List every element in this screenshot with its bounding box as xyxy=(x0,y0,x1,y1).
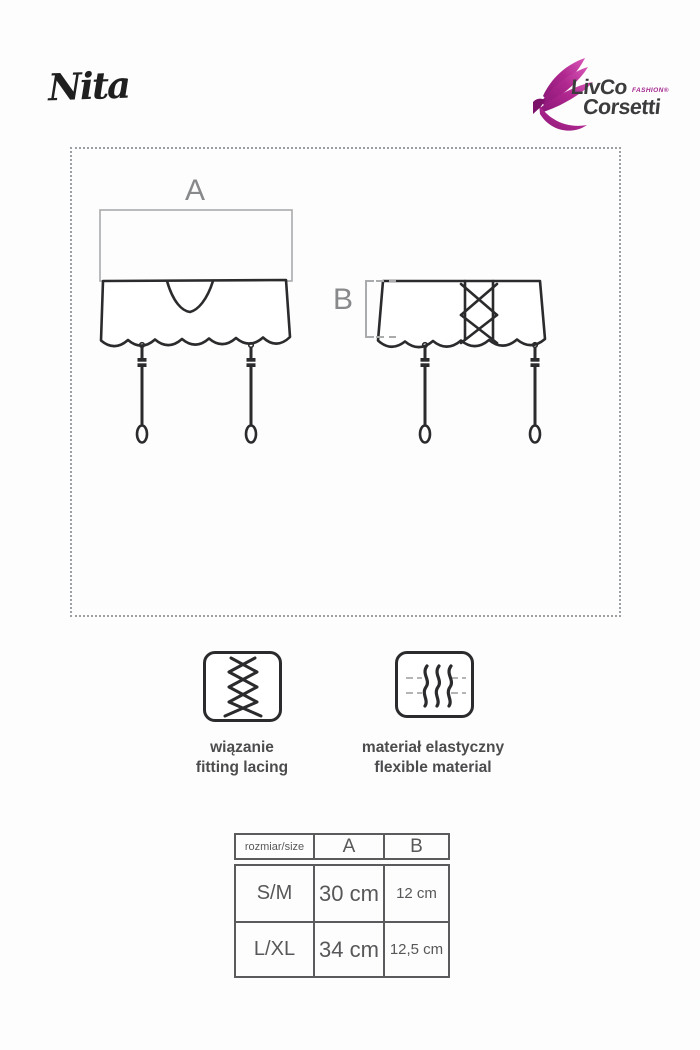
table-row-lxl-size: L/XL xyxy=(236,921,313,976)
flexible-caption xyxy=(348,738,518,778)
flexible-caption-en: flexible material xyxy=(374,759,492,776)
brand-name-livco: LivCo xyxy=(569,76,629,99)
product-name: Nita xyxy=(47,62,130,110)
brand-name-corsetti: Corsetti xyxy=(581,95,662,119)
lacing-caption xyxy=(162,738,322,778)
table-row-sm-b: 12 cm xyxy=(383,866,448,921)
garter-strap xyxy=(529,343,541,443)
garter-strap xyxy=(136,343,148,443)
dimension-a-box xyxy=(100,210,292,281)
dimension-a-label: A xyxy=(185,174,206,207)
dimension-b-label: B xyxy=(333,283,354,316)
size-table-body xyxy=(234,864,450,978)
brand-logo xyxy=(533,56,685,132)
header-cell-b: B xyxy=(383,835,448,858)
garter-belt-drawing xyxy=(70,147,621,617)
size-table-header xyxy=(234,833,450,860)
garter-strap xyxy=(245,343,257,443)
garter-front-outline xyxy=(101,280,290,346)
table-row-lxl-b: 12,5 cm xyxy=(383,921,448,976)
flexible-material-icon xyxy=(395,651,474,718)
lacing-caption-en: fitting lacing xyxy=(195,759,289,776)
garter-straps xyxy=(136,343,541,443)
table-row-sm-size: S/M xyxy=(256,882,293,904)
header-cell-size: rozmiar/size xyxy=(244,840,305,853)
table-row-sm-a: 30 cm xyxy=(313,866,383,921)
lacing-icon xyxy=(203,651,282,722)
brand-name-fashion: FASHION® xyxy=(632,87,669,94)
garter-strap xyxy=(419,343,431,443)
table-row-lxl-a: 34 cm xyxy=(313,921,383,976)
flexible-caption-pl: materiał elastyczny xyxy=(361,739,505,756)
lacing-caption-pl: wiązanie xyxy=(210,739,274,756)
header-cell-a: A xyxy=(313,835,383,858)
